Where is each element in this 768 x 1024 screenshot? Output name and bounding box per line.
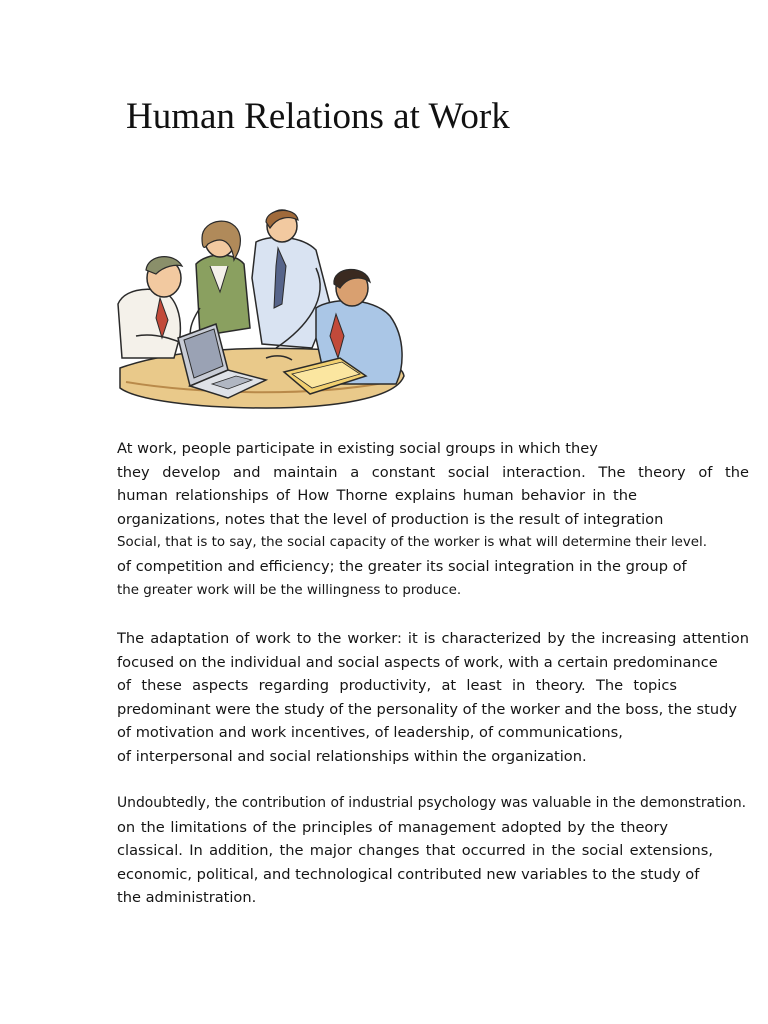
office-team-meeting-illustration <box>116 208 408 412</box>
paragraph-line: they develop and maintain a constant social interaction. The theory of the <box>117 463 749 481</box>
paragraph-3 <box>117 792 749 910</box>
paragraph-line: Social, that is to say, the social capacity of the worker is what will determine their level. <box>117 535 707 551</box>
paragraph-line: of motivation and work incentives, of leadership, of communications, <box>117 724 623 742</box>
document-title: Human Relations at Work <box>126 96 510 137</box>
paragraph-2 <box>117 627 749 769</box>
paragraph-line: economic, political, and technological contributed new variables to the study of <box>117 865 700 883</box>
paragraph-line: Undoubtedly, the contribution of industrial psychology was valuable in the demonstration. <box>117 795 747 811</box>
paragraph-line: classical. In addition, the major changes that occurred in the social extensions, <box>117 842 713 860</box>
paragraph-line: the administration. <box>117 889 257 907</box>
paragraph-line: The adaptation of work to the worker: it is characterized by the increasing attention <box>117 630 749 647</box>
paragraph-line: of these aspects regarding productivity, at least in theory. The topics <box>117 677 677 695</box>
paragraph-line: on the limitations of the principles of management adopted by the theory <box>117 818 668 836</box>
paragraph-1 <box>117 437 749 602</box>
paragraph-line: the greater work will be the willingness to produce. <box>117 582 462 598</box>
paragraph-line: focused on the individual and social aspects of work, with a certain predominance <box>117 653 718 671</box>
paragraph-line: predominant were the study of the personality of the worker and the boss, the study <box>117 700 737 718</box>
paragraph-line: organizations, notes that the level of production is the result of integration <box>117 510 664 528</box>
paragraph-line: At work, people participate in existing social groups in which they <box>117 440 598 457</box>
paragraph-line: human relationships of How Thorne explains human behavior in the <box>117 487 637 505</box>
paragraph-line: of competition and efficiency; the greater its social integration in the group of <box>117 557 687 575</box>
paragraph-line: of interpersonal and social relationships within the organization. <box>117 747 587 765</box>
